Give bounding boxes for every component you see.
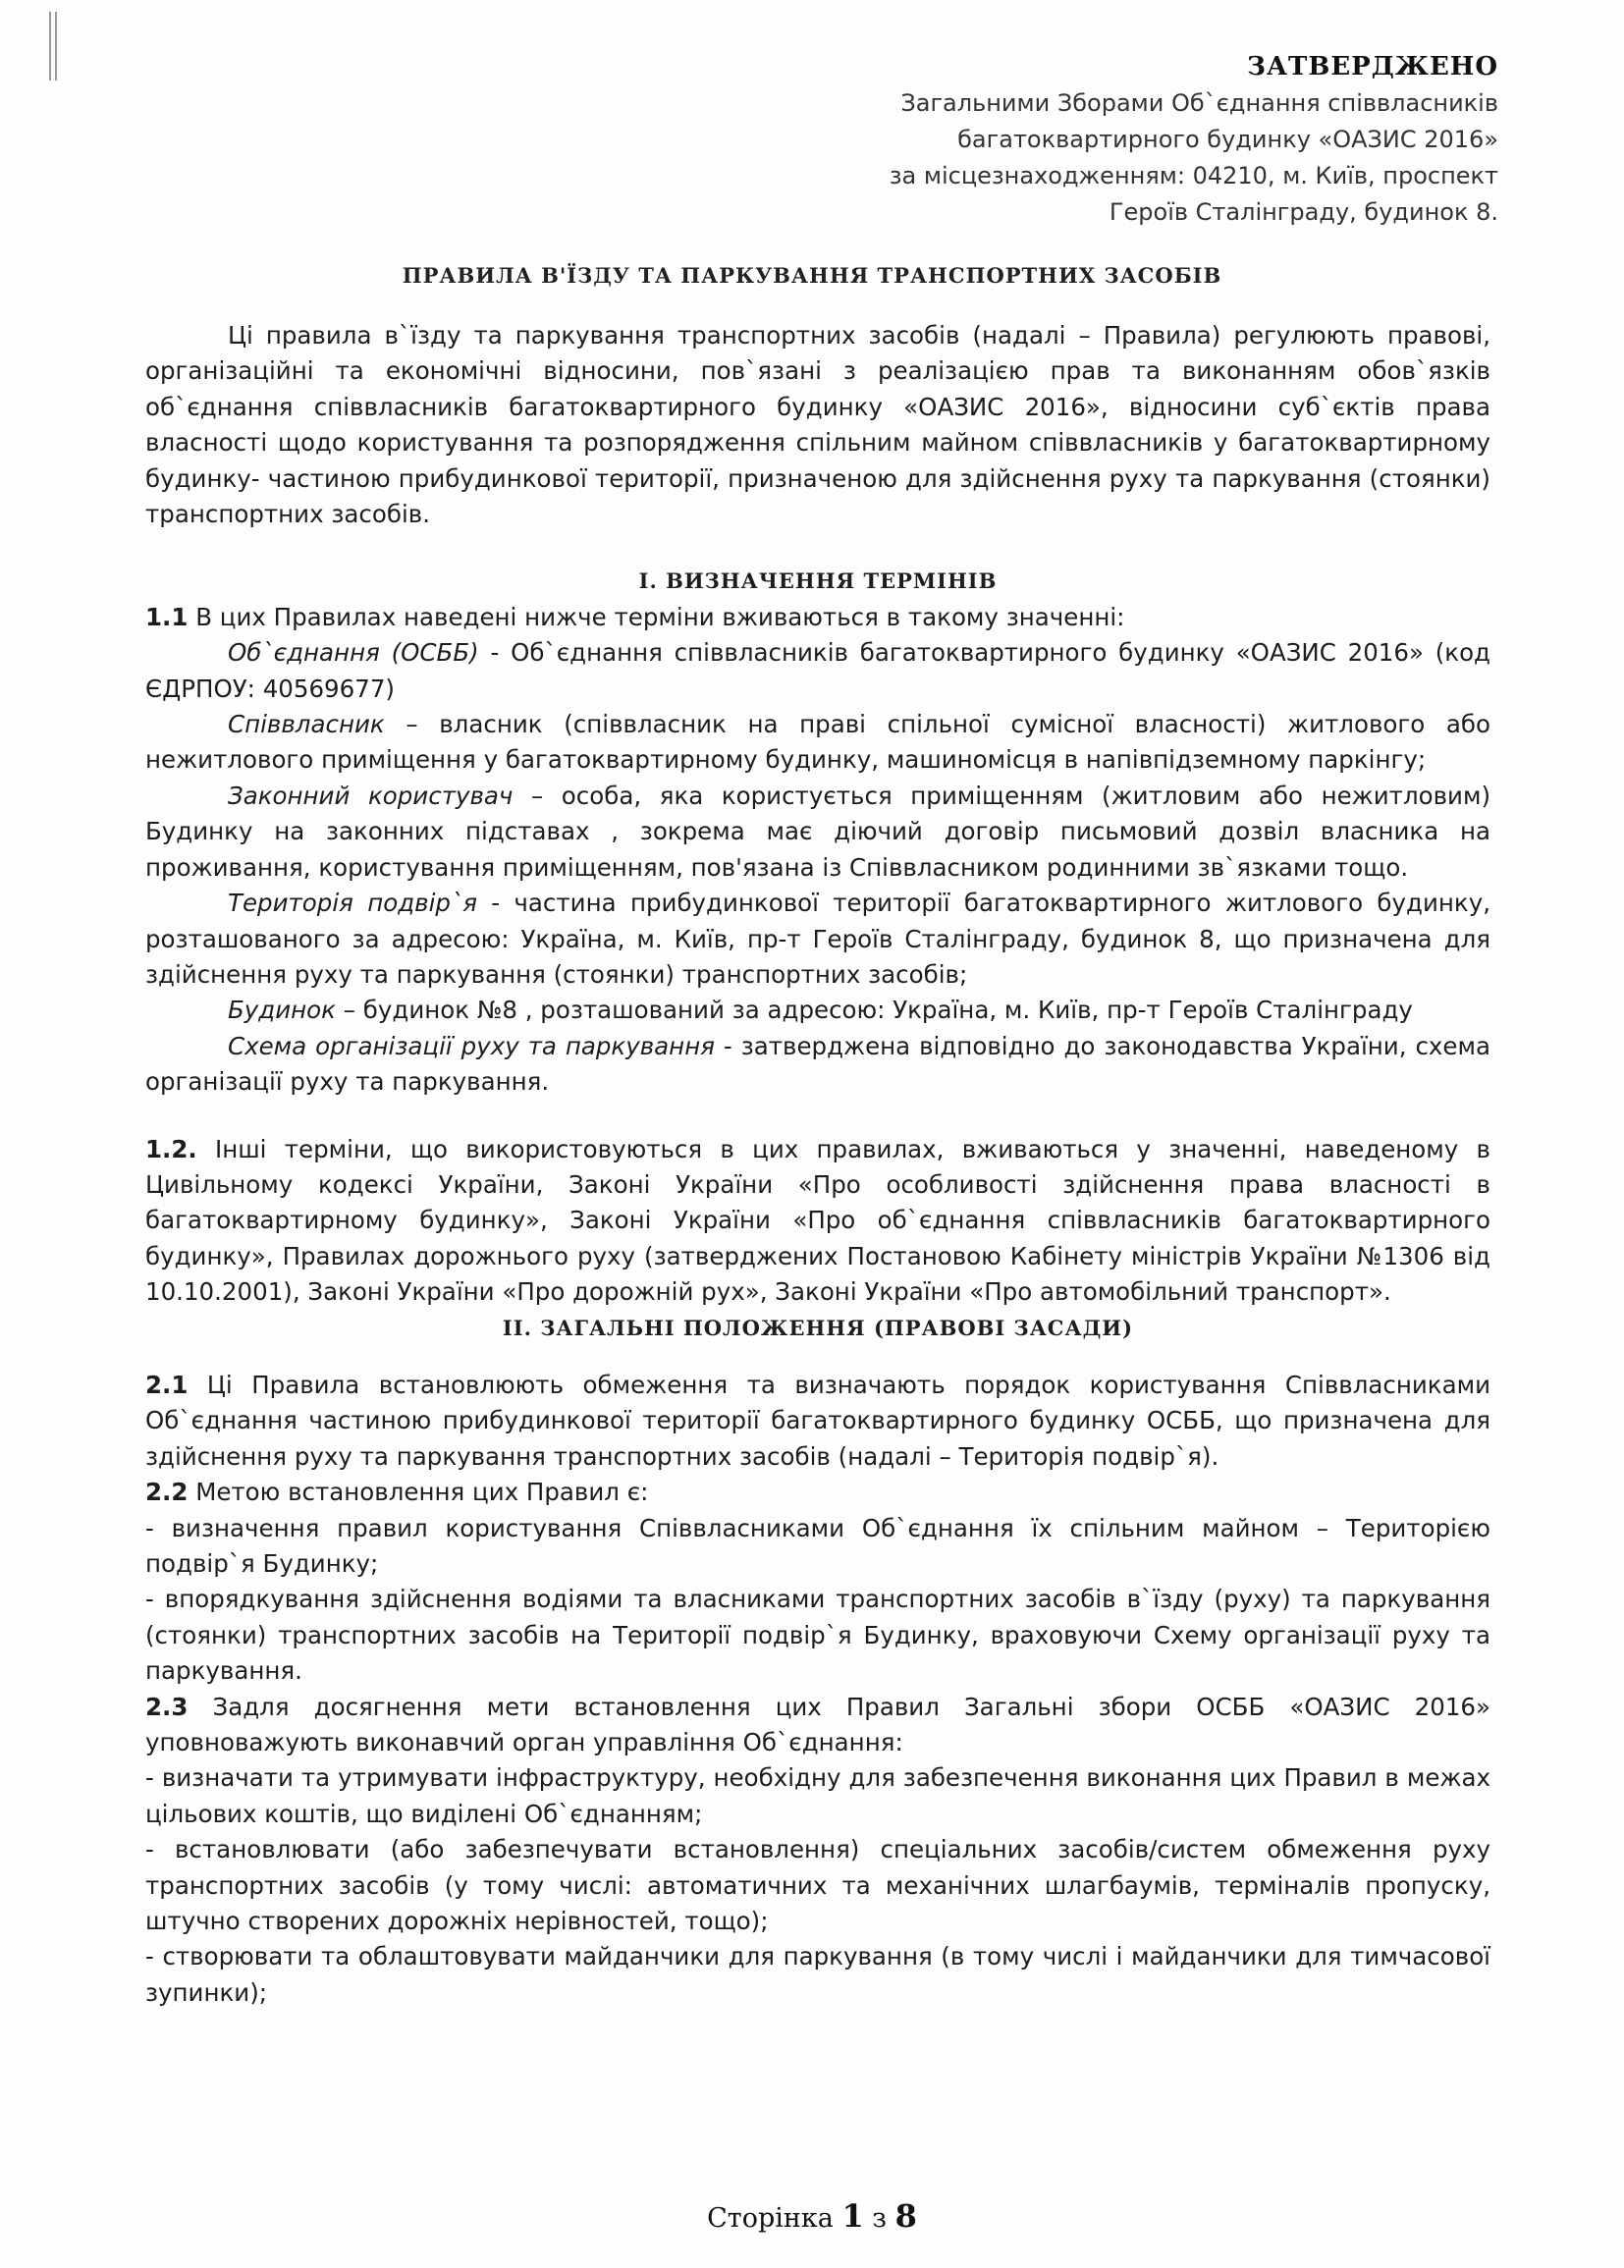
definition: - частина прибудинкової території багатоквартирного житлового будинку, розташованого за адресою: Україна, м. Київ, пр-т Героїв Сталінграду, будинок 8, що призначена для здійснення руху та паркування (стоянки) транспортних засобів; — [145, 889, 1490, 989]
intro-paragraph: Ці правила в`їзду та паркування транспортних засобів (надалі – Правила) регулюють правові, організаційні та економічні відносини, пов`язані з реалізацією прав та виконанням обов`язків об`єднання співвласників багатоквартирного будинку «ОАЗИС 2016», відносини суб`єктів права власності щодо користування та розпорядження спільним майном співвласників у багатоквартирному будинку- частиною прибудинкової території, призначеною для здійснення руху та паркування (стоянки) транспортних засобів. — [145, 321, 1490, 529]
clause-2-3 — [145, 1690, 1490, 1761]
term: Схема організації руху та паркування — [228, 1031, 715, 1060]
clause-number: 2.3 — [145, 1692, 189, 1721]
section-1-title: І. ВИЗНАЧЕННЯ ТЕРМІНІВ — [638, 568, 998, 594]
approval-line: Героїв Сталінграду, будинок 8. — [1109, 198, 1498, 226]
clause-number: 2.1 — [145, 1370, 189, 1399]
document-body — [145, 318, 1490, 2011]
clause-number: 2.2 — [145, 1478, 189, 1507]
clause-number: 1.2. — [145, 1134, 197, 1163]
approval-line: багатоквартирного будинку «ОАЗИС 2016» — [957, 126, 1498, 153]
definition: – власник (співвласник на праві спільної сумісної власності) житлового або нежитлового приміщення у багатоквартирному будинку, машиномісця в напівпідземному паркінгу; — [145, 710, 1490, 775]
term: Співвласник — [228, 710, 385, 739]
term-definition — [145, 635, 1490, 707]
clause-2-1 — [145, 1368, 1490, 1475]
clause-text: Ці Правила встановлюють обмеження та визначають порядок користування Співвласниками Об`єднання частиною прибудинкової території багатоквартирного будинку ОСББ, що призначена для здійснення руху та паркування транспортних засобів (надалі – Територія подвір`я). — [145, 1370, 1490, 1471]
clause-text: Метою встановлення цих Правил є: — [188, 1478, 649, 1507]
page-label: Сторінка — [707, 2203, 834, 2234]
page-separator: з — [872, 2203, 888, 2234]
page-total: 8 — [894, 2197, 917, 2235]
definition: – будинок №8 , розташований за адресою: Україна, м. Київ, пр-т Героїв Сталінграду — [335, 996, 1413, 1025]
definition: - Об`єднання співвласників багатоквартирного будинку «ОАЗИС 2016» (код ЄДРПОУ: 40569677) — [145, 638, 1490, 703]
list-item: - визначення правил користування Співвласниками Об`єднання їх спільним майном – Територією подвір`я Будинку; — [145, 1513, 1490, 1578]
definition: - затверджена відповідно до законодавства України, схема організації руху та паркування. — [145, 1031, 1490, 1097]
term: Будинок — [228, 996, 336, 1025]
document-title: ПРАВИЛА В'ЇЗДУ ТА ПАРКУВАННЯ ТРАНСПОРТНИХ ЗАСОБІВ — [402, 263, 1222, 288]
clause-number: 1.1 — [145, 602, 189, 631]
term-definition — [145, 707, 1490, 779]
clause-2-2 — [145, 1475, 1490, 1510]
list-item: - встановлювати (або забезпечувати встановлення) спеціальних засобів/систем обмеження руху транспортних засобів (у тому числі: автоматичних та механічних шлагбаумів, терміналів пропуску, штучно створених дорожніх нерівностей, тощо); — [145, 1835, 1490, 1936]
clause-text: Інші терміни, що використовуються в цих правилах, вживаються у значенні, наведеному в Цивільному кодексі України, Законі України «Про особливості здійснення права власності в багатоквартирному будинку», Законі України «Про об`єднання співвласників багатоквартирного будинку», Правилах дорожнього руху (затверджених Постановою Кабінету міністрів України №1306 від 10.10.2001), Законі України «Про дорожній рух», Законі України «Про автомобільний транспорт». — [145, 1134, 1490, 1307]
page-footer — [0, 2197, 1624, 2235]
term-definition — [145, 886, 1490, 993]
term-definition — [145, 1029, 1490, 1101]
term-definition — [145, 993, 1490, 1028]
term: Об`єднання (ОСББ) — [228, 638, 479, 668]
clause-text: В цих Правилах наведені нижче терміни вживаються в такому значенні: — [188, 602, 1125, 631]
term: Територія подвір`я — [228, 889, 477, 918]
approval-line: за місцезнаходженням: 04210, м. Київ, проспект — [889, 162, 1498, 189]
list-item: - впорядкування здійснення водіями та власниками транспортних засобів в`їзду (руху) та паркування (стоянки) транспортних засобів на Території подвір`я Будинку, враховуючи Схему організації руху та паркування. — [145, 1585, 1490, 1686]
term: Законний користувач — [228, 781, 514, 810]
term-definition — [145, 779, 1490, 886]
clause-text: Задля досягнення мети встановлення цих Правил Загальні збори ОСББ «ОАЗИС 2016» уповноважують виконавчий орган управління Об`єднання: — [145, 1692, 1490, 1757]
approval-title: ЗАТВЕРДЖЕНО — [1247, 52, 1498, 81]
scan-artifact — [49, 12, 59, 81]
page-number: 1 — [841, 2197, 864, 2235]
section-2-title: ІІ. ЗАГАЛЬНІ ПОЛОЖЕННЯ (ПРАВОВІ ЗАСАДИ) — [502, 1315, 1134, 1340]
approval-line: Загальними Зборами Об`єднання співвласників — [900, 89, 1498, 117]
clause-1-1 — [145, 600, 1490, 635]
list-item: - визначати та утримувати інфраструктуру, необхідну для забезпечення виконання цих Правил в межах цільових коштів, що виділені Об`єднанням; — [145, 1763, 1490, 1828]
approval-block — [693, 49, 1498, 231]
definition: – особа, яка користується приміщенням (житловим або нежитловим) Будинку на законних підставах , зокрема має діючий договір письмовий дозвіл власника на проживання, користування приміщенням, пов'язана із Співвласником родинними зв`язками тощо. — [145, 781, 1490, 882]
clause-1-2 — [145, 1132, 1490, 1311]
list-item: - створювати та облаштовувати майданчики для паркування (в тому числі і майданчики для тимчасової зупинки); — [145, 1942, 1490, 2007]
